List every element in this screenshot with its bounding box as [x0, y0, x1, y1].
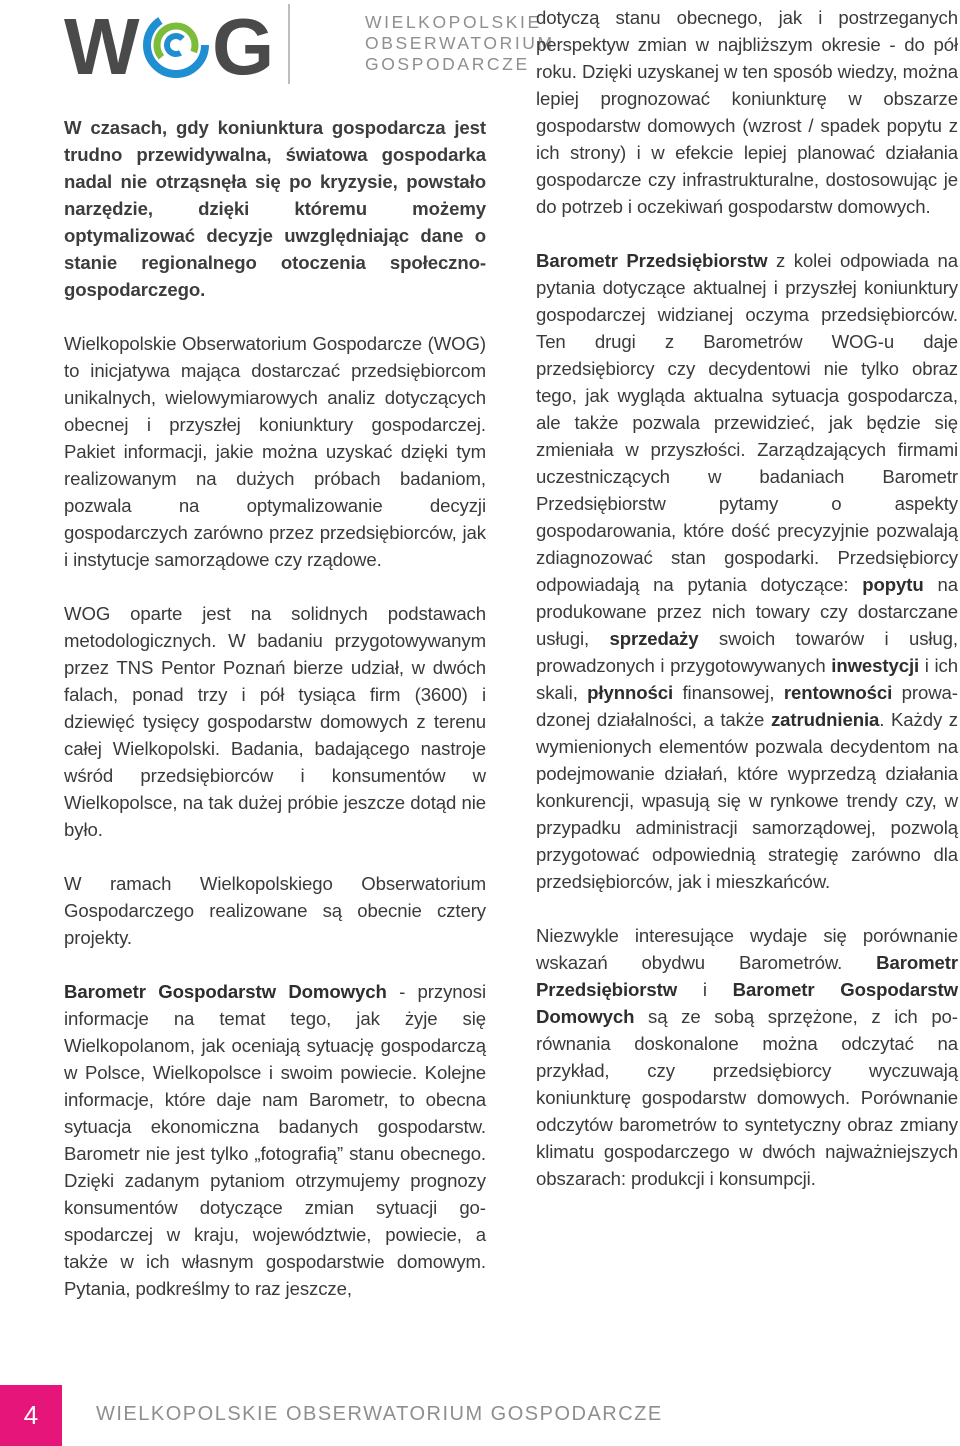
keyword-zatrudnienia: zatrudnienia — [770, 709, 880, 730]
paragraph-projects: W ramach Wielkopolskiego Obserwatorium Gospodarczego realizowane są obecnie cztery projekty. — [64, 873, 486, 948]
enterprise-text-f: prowadzonej działalności, a także — [536, 682, 958, 730]
enterprise-text-b: na produkowane przez nich towary czy dostarczane usługi, — [536, 574, 958, 649]
comparison-bold-enterprise: Barometr Przedsiębiorstw — [536, 952, 958, 1000]
paragraph-comparison — [536, 922, 958, 1192]
household-barometer-text: - przynosi informacje na temat tego, jak żyje się Wielkopolanom, jak oceniają sytuację gospodarczą w Polsce, Wielkopolsce i swoim powiecie. Kolejne informacje, które daje nam Barometr, to obecna sytuacja ekonomiczna badanych gospodarstw. Barometr nie jest tylko „fotografią” stanu obecnego. Dzięki zadanym pytaniom otrzymujemy prognozy konsumentów dotyczące zmian sytuacji gospodarczej w kraju, województwie, powiecie, a także w ich własnym gospodarstwie domowym. Pytania, podkreślmy to raz jeszcze, — [64, 981, 486, 1299]
paragraph-wog-intro: Wielkopolskie Obserwatorium Gospodarcze (WOG) to inicjatywa mająca dostarczać przedsiębiorcom unikalnych, wielowymiarowych analiz dotyczących obecnej i przyszłej koniunktury gospodarczej. Pakiet informacji, jakie można uzyskać dzięki tym realizowanym na dużych próbach badaniom, pozwala na optymalizowanie decyzji gospodarczych zarówno przez przedsiębiorców, jak i instytucje samorządowe czy rządowe. — [64, 333, 486, 570]
logo-line-1: WIELKOPOLSKIE — [365, 12, 542, 32]
enterprise-text-g: . Każdy z wymienionych elementów pozwala decydentom na podejmowanie działań, które wyprzedzą działania konkurencji, wpasują się w rynkowe trendy czy, w przypadku administracji samorządowej, pozwolą przygotować odpowiednią strategię zarówno dla przedsiębiorców, jak i mieszkańców. — [536, 709, 958, 892]
enterprise-text-d: i ich skali, — [536, 655, 958, 703]
wog-logo — [64, 4, 555, 86]
paragraph-methodology: WOG oparte jest na solidnych podstawach metodologicznych. W badaniu przygotowywanym przez TNS Pentor Poznań bierze udział, w dwóch falach, ponad trzy i pół tysiąca firm (3600) i dziewięć tysięcy gospodarstw domowych z terenu całej Wielkopolski. Badania, badającego nastroje wśród przedsiębiorców i konsumentów w Wielkopolsce, na tak dużej próbie jeszcze dotąd nie było. — [64, 603, 486, 840]
logo-line-2: OBSERWATORIUM — [365, 33, 555, 53]
comparison-text-a: Niezwykle interesujące wydaje się porównanie wskazań obydwu Barometrów. — [536, 925, 958, 973]
left-column — [64, 114, 486, 1329]
logo-wordmark — [365, 12, 555, 75]
keyword-plynnosci: płynności — [587, 682, 674, 703]
logo-divider — [288, 4, 290, 84]
enterprise-text-a: z kolei odpowiada na pytania dotyczące aktualnej i przyszłej koniunktury gospodarczej widzianej oczyma przedsiębiorców. Ten drugi z Barometrów WOG-u daje przedsiębiorcy czy decydentowi nie tylko obraz tego, jak wygląda aktualna sytuacja gospodarcza, ale także pozwala przewidzieć, jak będzie się zmieniała w przyszłości. Zarządzających firmami uczestniczących w badaniach Barometr Przedsiębiorstw pytamy o aspekty gospodarowania, które dość precyzyjnie pozwalają zdiagnozować stan gospodarki. Przedsiębiorcy odpowiadają na pytania dotyczące: — [536, 250, 959, 595]
comparison-bold-household: Barometr Gospodarstw Domowych — [536, 979, 959, 1027]
comparison-text-b: i — [677, 979, 733, 1000]
lead-paragraph: W czasach, gdy koniunktura gospodarcza jest trudno przewidywalna, światowa gospodarka nadal nie otrząsnęła się po kryzysie, powstało narzędzie, dzięki któremu możemy optymalizować decyzje uwzględniając dane o stanie regionalnego otoczenia społeczno-gospodarczego. — [64, 117, 486, 300]
footer-title: WIELKOPOLSKIE OBSERWATORIUM GOSPODARCZE — [96, 1403, 663, 1425]
keyword-popytu: popytu — [862, 574, 924, 595]
svg-text:W: W — [64, 4, 136, 86]
paragraph-enterprise-barometer — [536, 247, 958, 895]
page-number: 4 — [0, 1385, 62, 1446]
keyword-rentownosci: rentowności — [783, 682, 893, 703]
enterprise-text-c: swoich towarów i usług, prowadzonych i przygotowywanych — [536, 628, 958, 676]
svg-text:G: G — [212, 4, 275, 86]
logo-o-rings-icon — [147, 16, 205, 74]
wog-logo-mark — [64, 4, 354, 86]
keyword-inwestycji: inwestycji — [831, 655, 920, 676]
enterprise-barometer-title: Barometr Przedsiębiorstw — [536, 250, 768, 271]
enterprise-text-e: finansowej, — [673, 682, 784, 703]
paragraph-household-barometer — [64, 978, 486, 1302]
right-column — [536, 4, 958, 1219]
comparison-text-c: są ze sobą sprzężone, z ich porównania doskonalone można odczytać na przykład, czy przedsiębiorcy wyczuwają koniunkturę gospodarstw domowych. Porównanie odczytów barometrów to syntetyczny obraz zmiany klimatu gospodarczego w dwóch najważniejszych obszarach: produkcji i konsumpcji. — [536, 1006, 958, 1189]
keyword-sprzedazy: sprzedaży — [609, 628, 699, 649]
household-barometer-title: Barometr Gospodarstw Domowych — [64, 981, 387, 1002]
logo-line-3: GOSPODARCZE — [365, 54, 530, 74]
paragraph-household-continued: dotyczą stanu obecnego, jak i postrzeganych perspektyw zmian w najbliższym okresie - do pół roku. Dzięki uzyskanej w ten sposób wiedzy, można lepiej prognozować koniunkturę w obszarze gospodarstw domowych (wzrost / spadek popytu z ich strony) i w efekcie lepiej planować działania gospodarcze czy infrastrukturalne, dostosowując je do potrzeb i oczekiwań gospodarstw domowych. — [536, 7, 958, 217]
